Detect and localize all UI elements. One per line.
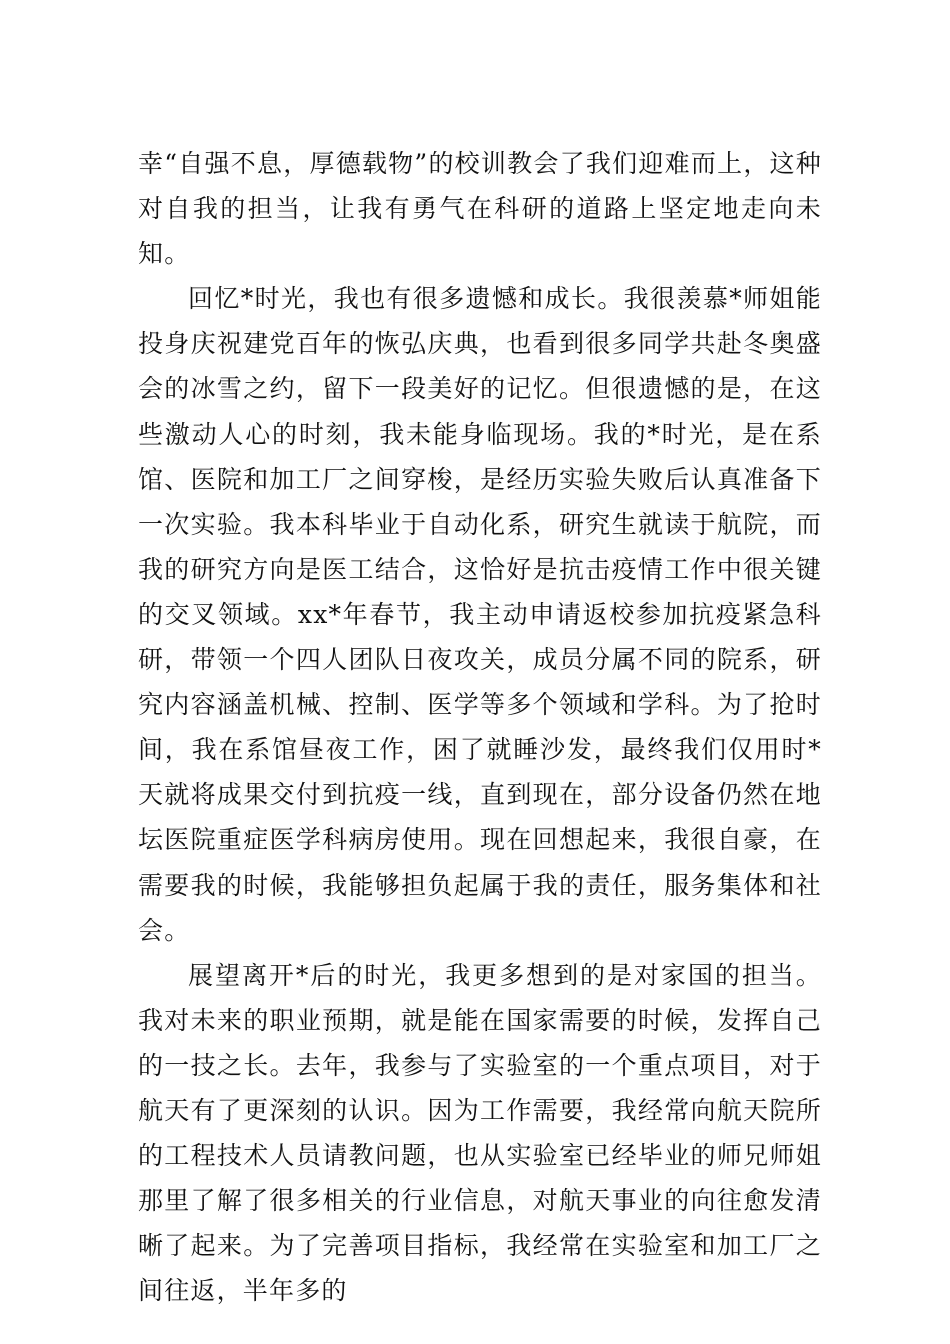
document-body (138, 141, 822, 1313)
paragraph-continuation: 幸“自强不息，厚德载物”的校训教会了我们迎难而上，这种对自我的担当，让我有勇气在科研的道路上坚定地走向未知。 (138, 149, 822, 269)
paragraph-outlook: 展望离开*后的时光，我更多想到的是对家国的担当。我对未来的职业预期，就是能在国家需要的时候，发挥自己的一技之长。去年，我参与了实验室的一个重点项目，对于航天有了更深刻的认识。因为工作需要，我经常向航天院所的工程技术人员请教问题，也从实验室已经毕业的师兄师姐那里了解了很多相关的行业信息，对航天事业的向往愈发清晰了起来。为了完善项目指标，我经常在实验室和加工厂之间往返，半年多的 (138, 960, 822, 1306)
paragraph-memories: 回忆*时光，我也有很多遗憾和成长。我很羡慕*师姐能投身庆祝建党百年的恢弘庆典，也看到很多同学共赴冬奥盛会的冰雪之约，留下一段美好的记忆。但很遗憾的是，在这些激动人心的时刻，我未能身临现场。我的*时光，是在系馆、医院和加工厂之间穿梭，是经历实验失败后认真准备下一次实验。我本科毕业于自动化系，研究生就读于航院，而我的研究方向是医工结合，这恰好是抗击疫情工作中很关键的交叉领域。xx*年春节，我主动申请返校参加抗疫紧急科研，带领一个四人团队日夜攻关，成员分属不同的院系，研究内容涵盖机械、控制、医学等多个领域和学科。为了抢时间，我在系馆昼夜工作，困了就睡沙发，最终我们仅用时*天就将成果交付到抗疫一线，直到现在，部分设备仍然在地坛医院重症医学科病房使用。现在回想起来，我很自豪，在需要我的时候，我能够担负起属于我的责任，服务集体和社会。 (138, 284, 822, 945)
